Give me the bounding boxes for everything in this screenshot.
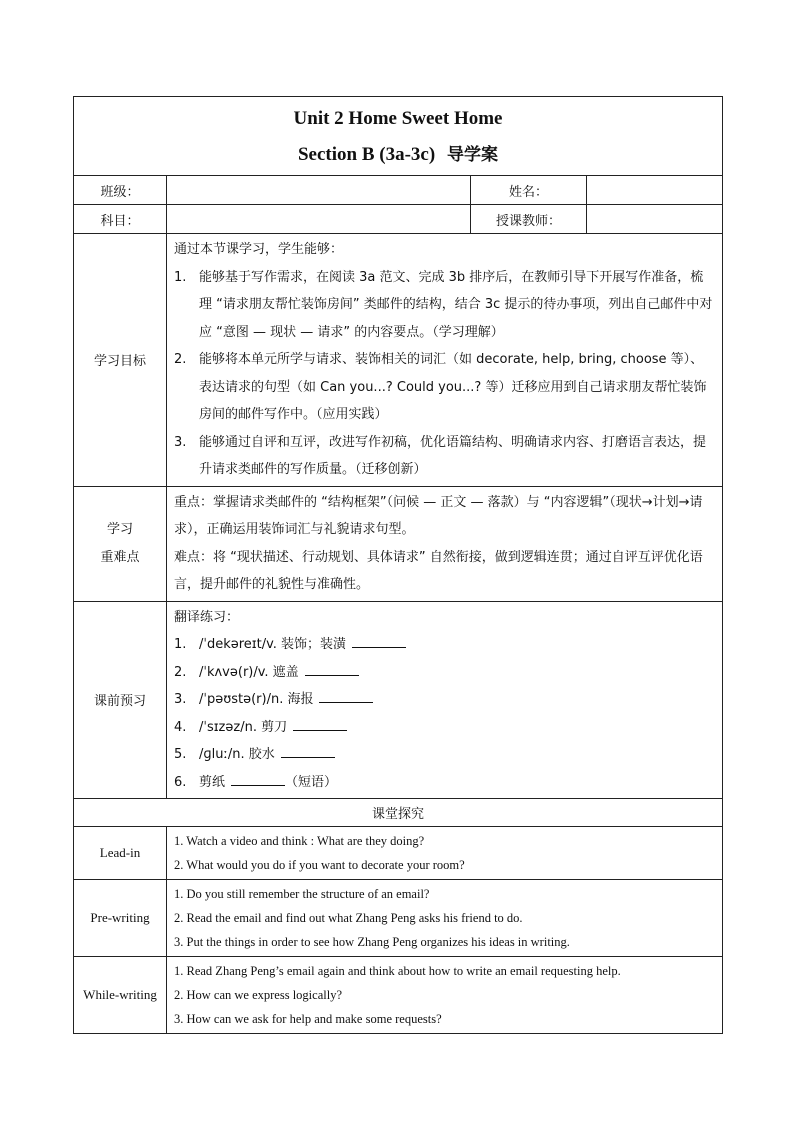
pre-writing-line: 2. Read the email and find out what Zhang Peng asks his friend to do. bbox=[174, 911, 523, 925]
vocab-item bbox=[174, 769, 716, 797]
answer-blank[interactable] bbox=[281, 743, 335, 758]
item-number: 6. bbox=[174, 774, 187, 790]
vocab-prompt: /ˈsɪzəz/n. 剪刀 bbox=[199, 719, 288, 735]
explore-header: 课堂探究 bbox=[74, 799, 723, 827]
list-item bbox=[174, 429, 716, 484]
name-label: 姓名： bbox=[471, 176, 587, 205]
key-points-label bbox=[74, 486, 167, 601]
pre-writing-line: 3. Put the things in order to see how Zhang Peng organizes his ideas in writing. bbox=[174, 935, 570, 949]
document-subtitle bbox=[74, 142, 722, 168]
document-title: Unit 2 Home Sweet Home bbox=[293, 108, 503, 129]
while-writing-content bbox=[167, 957, 723, 1034]
item-number: 2. bbox=[174, 352, 187, 367]
while-writing-line: 1. Read Zhang Peng’s email again and think about how to write an email requesting help. bbox=[174, 964, 621, 978]
list-item bbox=[174, 264, 716, 347]
objectives-intro: 通过本节课学习，学生能够： bbox=[174, 242, 344, 257]
pre-writing-line: 1. Do you still remember the structure of an email? bbox=[174, 887, 430, 901]
key-points-label-line2: 重难点 bbox=[100, 549, 140, 565]
lead-in-label: Lead-in bbox=[74, 827, 167, 880]
vocab-suffix: （短语） bbox=[285, 774, 338, 790]
vocab-item bbox=[174, 714, 716, 742]
objectives-content bbox=[167, 234, 723, 487]
vocab-item bbox=[174, 659, 716, 687]
objectives-label: 学习目标 bbox=[74, 234, 167, 487]
answer-blank[interactable] bbox=[305, 661, 359, 676]
vocab-item bbox=[174, 686, 716, 714]
class-label: 班级： bbox=[74, 176, 167, 205]
objective-text: 能够将本单元所学与请求、装饰相关的词汇（如 decorate, help, bring, choose 等）、表达请求的句型（如 Can you...? Could you...? 等）迁移应用到自己请求朋友帮忙装饰房间的邮件写作中。（应用实践） bbox=[199, 352, 707, 422]
vocab-prompt: /ˈpəʊstə(r)/n. 海报 bbox=[199, 692, 314, 707]
pre-writing-content bbox=[167, 880, 723, 957]
item-number: 1. bbox=[174, 637, 187, 652]
vocab-item bbox=[174, 741, 716, 769]
item-number: 2. bbox=[174, 664, 187, 680]
vocab-item bbox=[174, 631, 716, 659]
objective-text: 能够基于写作需求，在阅读 3a 范文、完成 3b 排序后，在教师引导下开展写作准备，梳理 “请求朋友帮忙装饰房间” 类邮件的结构，结合 3c 提示的待办事项，列出自己邮件中对应 “意图 — 现状 — 请求” 的内容要点。（学习理解） bbox=[199, 269, 713, 340]
preview-intro: 翻译练习： bbox=[174, 609, 240, 625]
answer-blank[interactable] bbox=[231, 771, 285, 786]
lead-in-line: 1. Watch a video and think : What are they doing? bbox=[174, 834, 425, 848]
study-guide-table bbox=[73, 96, 723, 1034]
guide-label: 导学案 bbox=[447, 145, 499, 165]
item-number: 3. bbox=[174, 434, 187, 450]
teacher-label: 授课教师： bbox=[471, 205, 587, 234]
answer-blank[interactable] bbox=[352, 633, 406, 648]
focus-text: 重点：掌握请求类邮件的 “结构框架”（问候 — 正文 — 落款）与 “内容逻辑”（现状→计划→请求），正确运用装饰词汇与礼貌请求句型。 bbox=[174, 494, 703, 537]
answer-blank[interactable] bbox=[319, 688, 373, 703]
item-number: 5. bbox=[174, 747, 187, 762]
name-field[interactable] bbox=[587, 176, 723, 205]
subject-label: 科目： bbox=[74, 205, 167, 234]
vocab-prompt: /ɡluː/n. 胶水 bbox=[199, 747, 275, 762]
lead-in-line: 2. What would you do if you want to decorate your room? bbox=[174, 858, 465, 872]
class-field[interactable] bbox=[167, 176, 471, 205]
answer-blank[interactable] bbox=[293, 716, 347, 731]
pre-writing-label: Pre-writing bbox=[74, 880, 167, 957]
vocab-prompt: 剪纸 bbox=[199, 774, 226, 790]
objective-text: 能够通过自评和互评，改进写作初稿，优化语篇结构、明确请求内容、打磨语言表达，提升请求类邮件的写作质量。（迁移创新） bbox=[199, 434, 707, 477]
teacher-field[interactable] bbox=[587, 205, 723, 234]
while-writing-label: While-writing bbox=[74, 957, 167, 1034]
while-writing-line: 2. How can we express logically? bbox=[174, 988, 342, 1002]
item-number: 1. bbox=[174, 269, 187, 285]
key-points-label-line1: 学习 bbox=[106, 521, 133, 537]
section-label: Section B (3a-3c) bbox=[297, 144, 436, 165]
lead-in-content bbox=[167, 827, 723, 880]
vocab-prompt: /ˈkʌvə(r)/v. 遮盖 bbox=[199, 664, 299, 680]
vocab-prompt: /ˈdekəreɪt/v. 装饰；装潢 bbox=[199, 637, 347, 652]
while-writing-line: 3. How can we ask for help and make some requests? bbox=[174, 1012, 442, 1026]
difficulty-text: 难点：将 “现状描述、行动规划、具体请求” 自然衔接，做到逻辑连贯；通过自评互评优化语言，提升邮件的礼貌性与准确性。 bbox=[174, 549, 703, 592]
item-number: 3. bbox=[174, 692, 187, 707]
item-number: 4. bbox=[174, 719, 187, 735]
title-block bbox=[74, 97, 723, 176]
subject-field[interactable] bbox=[167, 205, 471, 234]
list-item bbox=[174, 346, 716, 429]
preview-label: 课前预习 bbox=[74, 601, 167, 799]
preview-content bbox=[167, 601, 723, 799]
key-points-content bbox=[167, 486, 723, 601]
